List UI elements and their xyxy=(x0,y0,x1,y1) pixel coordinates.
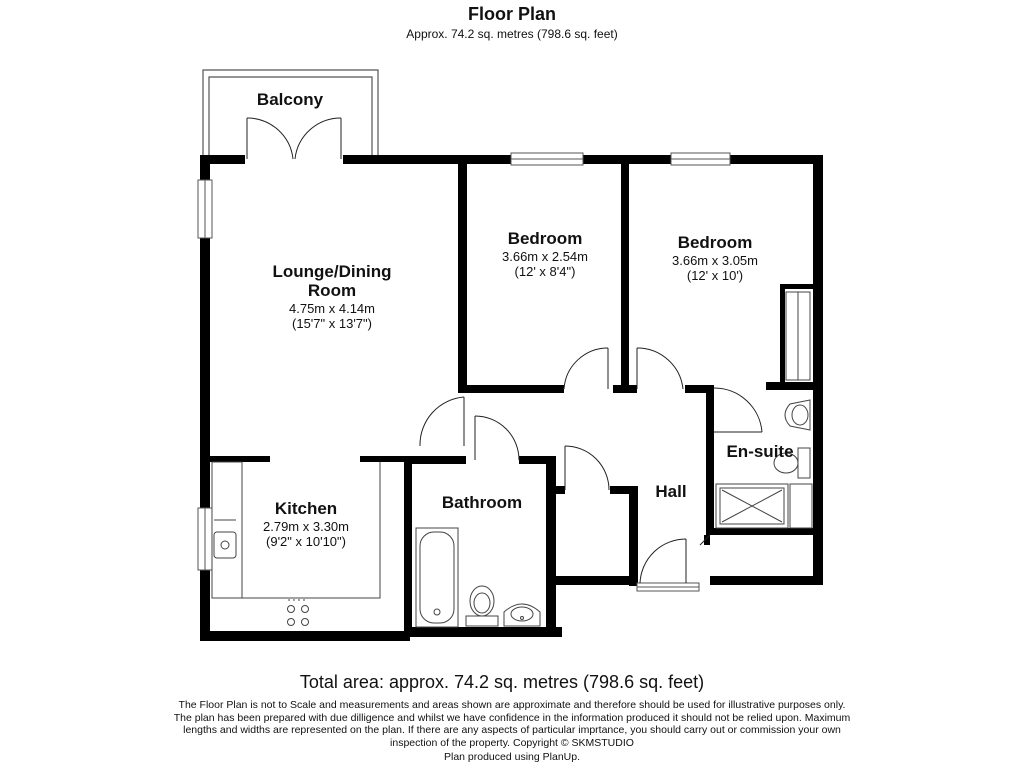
total-area: Total area: approx. 74.2 sq. metres (798.6 sq. feet) xyxy=(299,672,705,692)
kitchen-worktop xyxy=(212,462,242,598)
walls xyxy=(200,155,823,641)
disclaimer-text: The Floor Plan is not to Scale and measurements and areas shown are approximate and therefore should be used for illustrative purposes only. The plan has been prepared with due dilligence and whilst we have confidence in the information produced it should not be relied upon. Maximum lengths and widths are represented on the plan. If there are any aspects of particular imprtance, you should carry out or commission your own inspection of the property. Copyright © SKMSTUDIO xyxy=(173,699,851,749)
bedroom2-metric: 3.66m x 3.05m xyxy=(672,253,758,268)
kitchen-metric: 2.79m x 3.30m xyxy=(263,519,349,534)
balcony-label: Balcony xyxy=(256,90,324,109)
hall-label: Hall xyxy=(655,482,687,501)
plan-subtitle: Approx. 74.2 sq. metres (798.6 sq. feet) xyxy=(406,27,618,41)
lounge-metric: 4.75m x 4.14m xyxy=(289,301,375,316)
ensuite-basin xyxy=(785,400,810,430)
bedroom1-imperial: (12' x 8'4") xyxy=(514,264,576,279)
kitchen-imperial: (9'2" x 10'10") xyxy=(266,534,346,549)
plan-title: Floor Plan xyxy=(467,4,556,24)
lounge-label-line2: Room xyxy=(307,281,357,300)
toilet xyxy=(466,586,498,626)
bedroom2-label: Bedroom xyxy=(677,233,753,252)
bedroom1-metric: 3.66m x 2.54m xyxy=(502,249,588,264)
kitchen-sink xyxy=(214,532,236,558)
kitchen-label: Kitchen xyxy=(274,499,338,518)
lounge-imperial: (15'7" x 13'7") xyxy=(292,316,372,331)
ensuite-label: En-suite xyxy=(726,442,794,461)
bedroom2-imperial: (12' x 10') xyxy=(686,268,744,283)
bathroom-basin xyxy=(504,604,540,626)
bathroom-label: Bathroom xyxy=(441,493,523,512)
hob xyxy=(288,600,309,626)
credit-text: Plan produced using PlanUp. xyxy=(443,751,580,763)
lounge-label-line1: Lounge/Dining xyxy=(272,262,392,281)
balcony-outline xyxy=(203,70,378,158)
bedroom1-label: Bedroom xyxy=(507,229,583,248)
shower-tray xyxy=(716,484,812,528)
bathtub xyxy=(416,528,458,627)
